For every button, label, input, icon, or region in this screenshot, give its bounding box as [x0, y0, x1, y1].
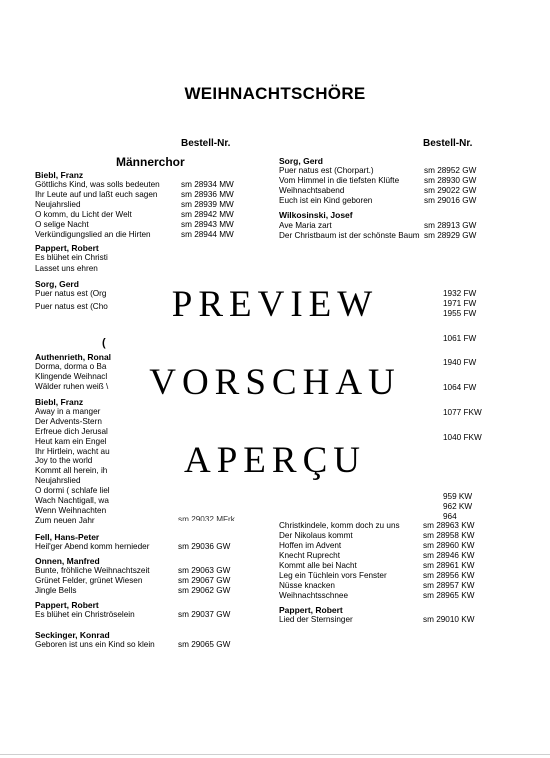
composer-name: Onnen, Manfred [35, 556, 100, 566]
entry-title: Joy to the world [35, 456, 93, 465]
entry-number: sm 28942 MW [181, 210, 234, 219]
entry-number: sm 28944 MW [181, 230, 234, 239]
entry-number-fragment: 1932 FW [443, 289, 477, 298]
entry-title: Der Nikolaus kommt [279, 531, 353, 540]
entry-number: sm 28952 GW [424, 166, 477, 175]
entry-title: Lasset uns ehren [35, 264, 98, 273]
scan-edge-line [0, 754, 550, 755]
entry-title: Der Christbaum ist der schönste Baum [279, 231, 420, 240]
entry-title: O komm, du Licht der Welt [35, 210, 132, 219]
entry-number: sm 29037 GW [178, 610, 231, 619]
entry-title: Wach Nachtigall, wa [35, 496, 109, 505]
entry-number-fragment: 964 [443, 512, 457, 521]
order-number-header-right: Bestell-Nr. [423, 138, 473, 149]
entry-number: sm 28956 KW [423, 571, 475, 580]
entry-title: Zum neuen Jahr [35, 516, 95, 525]
entry-title: Knecht Ruprecht [279, 551, 340, 560]
watermark-vorschau: VORSCHAU [149, 362, 401, 403]
entry-number: sm 29062 GW [178, 586, 231, 595]
composer-name: Sorg, Gerd [279, 156, 323, 166]
entry-number: sm 28957 KW [423, 581, 475, 590]
entry-title: Lied der Sternsinger [279, 615, 353, 624]
entry-title: Heut kam ein Engel [35, 437, 107, 446]
entry-title: Hoffen im Advent [279, 541, 342, 550]
section-heading-maennerchor: Männerchor [116, 155, 185, 169]
entry-title: Geboren ist uns ein Kind so klein [35, 640, 155, 649]
entry-title: Leg ein Tüchlein vors Fenster [279, 571, 387, 580]
entry-number-fragment: 1077 FKW [443, 408, 482, 417]
composer-name: Sorg, Gerd [35, 279, 79, 289]
entry-number: sm 29016 GW [424, 196, 477, 205]
entry-title: Heil'ger Abend komm hernieder [35, 542, 150, 551]
watermark-preview: PREVIEW [171, 284, 379, 325]
composer-name: Pappert, Robert [279, 605, 343, 615]
entry-title: Puer natus est (Cho [35, 302, 108, 311]
entry-title: Ave Maria zart [279, 221, 332, 230]
composer-name: Biebl, Franz [35, 170, 84, 180]
entry-title: O dormi ( schlafe liel [35, 486, 110, 495]
composer-name: Pappert, Robert [35, 243, 99, 253]
entry-number-fragment: 1061 FW [443, 334, 477, 343]
entry-title: Away in a manger [35, 407, 101, 416]
entry-number: sm 29065 GW [178, 640, 231, 649]
entry-title: Ihr Leute auf und laßt euch sagen [35, 190, 158, 199]
entry-number-fragment: 1064 FW [443, 383, 477, 392]
entry-number: sm 29010 KW [423, 615, 475, 624]
entry-title: Neujahrslied [35, 476, 81, 485]
entry-number: sm 29063 GW [178, 566, 231, 575]
entry-title: Christkindele, komm doch zu uns [279, 521, 400, 530]
entry-number: sm 28960 KW [423, 541, 475, 550]
entry-number: sm 28946 KW [423, 551, 475, 560]
entry-number-fragment: 1971 FW [443, 299, 477, 308]
composer-name: Pappert, Robert [35, 600, 99, 610]
entry-title: Es blühet ein Christröselein [35, 610, 135, 619]
entry-title: Kommt all herein, ih [35, 466, 108, 475]
entry-title: Bunte, fröhliche Weihnachtszeit [35, 566, 150, 575]
entry-number: sm 28913 GW [424, 221, 477, 230]
entry-number-fragment: 1040 FKW [443, 433, 482, 442]
entry-title: Es blühet ein Christi [35, 253, 108, 262]
entry-title: O selige Nacht [35, 220, 89, 229]
entry-number: sm 29067 GW [178, 576, 231, 585]
entry-title: Weihnachtsschnee [279, 591, 349, 600]
entry-title: Verkündigungslied an die Hirten [35, 230, 151, 239]
entry-number: sm 29036 GW [178, 542, 231, 551]
entry-number-fragment: 1940 FW [443, 358, 477, 367]
entry-title: Wenn Weihnachten [35, 506, 107, 515]
entry-title: Der Advents-Stern [35, 417, 102, 426]
entry-title: Wälder ruhen weiß \ [35, 382, 109, 391]
entry-title: Neujahrslied [35, 200, 81, 209]
section-heading-fragment: ( [102, 337, 106, 349]
entry-title: Erfreue dich Jerusal [35, 427, 108, 436]
entry-title: Dorma, dorma o Ba [35, 362, 107, 371]
composer-name: Wilkosinski, Josef [279, 210, 353, 220]
entry-title: Grünet Felder, grünet Wiesen [35, 576, 143, 585]
entry-number: sm 28939 MW [181, 200, 234, 209]
entry-number-fragment: 962 KW [443, 502, 473, 511]
order-number-header-left: Bestell-Nr. [181, 138, 231, 149]
entry-title: Vom Himmel in die tiefsten Klüfte [279, 176, 400, 185]
composer-name: Biebl, Franz [35, 397, 84, 407]
entry-title: Puer natus est (Chorpart.) [279, 166, 374, 175]
entry-number: sm 28965 KW [423, 591, 475, 600]
entry-title: Klingende Weihnacl [35, 372, 108, 381]
entry-number-fragment: 1955 FW [443, 309, 477, 318]
entry-number: sm 28961 KW [423, 561, 475, 570]
entry-number: sm 28929 GW [424, 231, 477, 240]
entry-number: sm 28930 GW [424, 176, 477, 185]
entry-number: sm 28936 MW [181, 190, 234, 199]
composer-name: Seckinger, Konrad [35, 630, 110, 640]
entry-title: Puer natus est (Org [35, 289, 107, 298]
entry-title: Jingle Bells [35, 586, 77, 595]
watermark-apercu: APERÇU [184, 440, 366, 481]
entry-title: Weihnachtsabend [279, 186, 345, 195]
entry-title: Kommt alle bei Nacht [279, 561, 357, 570]
entry-number: sm 28958 KW [423, 531, 475, 540]
entry-number: sm 28934 MW [181, 180, 234, 189]
composer-name: Fell, Hans-Peter [35, 532, 100, 542]
page-title: WEIHNACHTSCHÖRE [184, 84, 366, 103]
entry-number: sm 28963 KW [423, 521, 475, 530]
entry-number: sm 28943 MW [181, 220, 234, 229]
composer-name: Authenrieth, Ronal [35, 352, 112, 362]
entry-title: Nüsse knacken [279, 581, 335, 590]
entry-number-fragment: 959 KW [443, 492, 473, 501]
entry-title: Göttlichs Kind, was solls bedeuten [35, 180, 160, 189]
entry-title: Euch ist ein Kind geboren [279, 196, 373, 205]
entry-number-partial: sm 29032 MFrk [178, 515, 235, 521]
entry-number: sm 29022 GW [424, 186, 477, 195]
entry-title: Ihr Hirtlein, wacht au [35, 447, 110, 456]
